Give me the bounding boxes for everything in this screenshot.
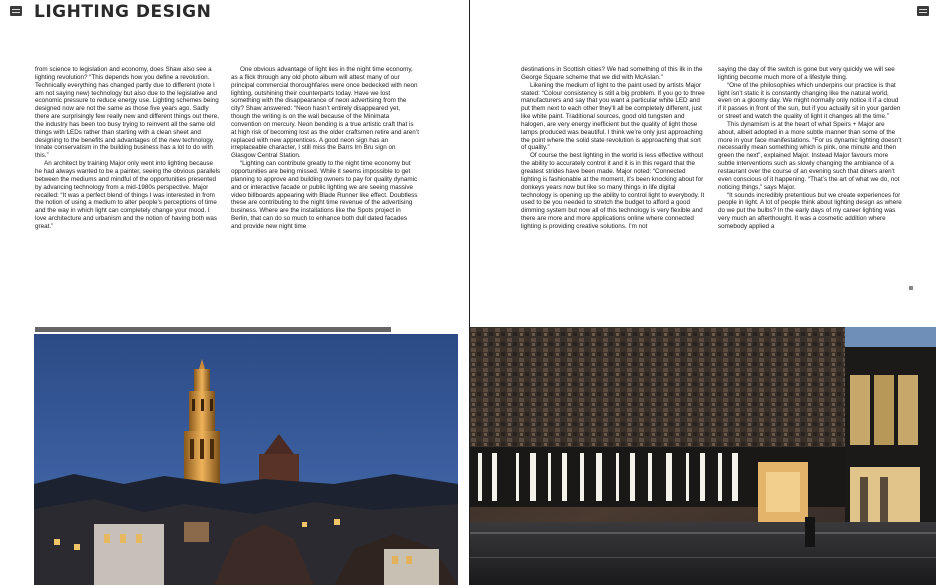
paragraph: destinations in Scottish cities? We had something of this ilk in the George Square scheme that we did with McAslan.” <box>521 66 703 81</box>
end-marker-icon <box>909 286 913 290</box>
paragraph: “It sounds incredibly pretentious but we create experiences for people in light. A lot of people think about lighting design as where do we put the bulbs? In the early days of my career lighting was very much an afterthought. It was a cosmetic addition where somebody applied a <box>718 191 902 230</box>
paragraph: from science to legislation and economy, does Shaw also see a lighting revolution? “This depends how you define a revolution. Technically everything has changed partly due to different (note I am not saying new) technology but also due to the legislative and economic pressure to reduce energy use. Lighting schemes being designed now are not the same as those five years ago. Sadly there are surprisingly few really new and different things out there, the industry has been too busy trying to reinvent all the same old things with LEDs rather than starting with a clean sheet and designing to the benefits and advantages of the new technology. Innate conservatism in the building business has a lot to do with this.” <box>35 66 219 160</box>
paragraph: Likening the medium of light to the paint used by artists Major stated: “Colour consistency is still a big problem. If you go to three manufacturers and say that you want a particular white LED and put them next to each other they’ll all be completely different, just like white paint. Traditional sources, good old tungsten and halogen, are very energy inefficient but the quality of light those lamps produced was beautiful. I think we’re only just approaching the point where the solid state revolution is approaching that sort of quality.” <box>521 81 705 152</box>
right-page <box>470 0 936 585</box>
article-column-4 <box>718 66 902 231</box>
photo-dusk-city-church-tower <box>34 334 458 585</box>
section-title: LIGHTING DESIGN <box>34 2 212 22</box>
paragraph: “Lighting can contribute greatly to the night time economy but opportunities are being missed. While it seems impossible to get planning to approve and building owners to pay for quality dynamic and or interactive facade or public lighting we are seeing massive video billboards appearing with Blade Runner like effect. Doubtless these are contributing to the night time revenue of the advertising business. Where are the installations like the Spots project in Berlin, that can do so much to enhance both dull dated facades and provide new night time <box>231 160 418 230</box>
paragraph: Of course the best lighting in the world is less effective without the ability to accurately control it and it is in this regard that the greatest strides have been made. Major noted: “Connected lighting is fashionable at the moment, it’s been knocking about for donkeys years now but like so many things in life digital technology is opening up the ability to control light to everybody. It used to be you needed to stretch the budget to afford a good dimming system but now all of this technology is very flexible and there are more and more applications online where connected lighting is providing creative solutions. I’m not <box>521 152 705 230</box>
paragraph: This dynamism is at the heart of what Speirs + Major are about, albeit adopted in a more subtle manner than some of the more in your face manifestations. “For us dynamic lighting doesn’t necessarily mean something which is pink, one minute and then green the next”, explained Major. Instead Major favours more subtle interventions such as slowly changing the ambiance of a restaurant over the course of an evening such that diners aren’t even conscious of it happening. “That’s the art of what we do, not noticing things,” says Major. <box>718 120 902 191</box>
article-column-2 <box>231 66 419 231</box>
photo-dusk-city-church-tower-image <box>34 334 458 585</box>
article-column-3 <box>521 66 705 231</box>
accent-bar <box>35 327 391 332</box>
paragraph: saying the day of the switch is gone but very quickly we will see lighting become much more of a lifestyle thing. <box>718 66 895 81</box>
paragraph: An architect by training Major only went into lighting because he had always wanted to be a painter, seeing the obvious parallels between the mediums and mindful of the opportunities presented by advancing technology from a mid-1980s perspective. Major recalled: “It was a perfect blend of things I was interested in from the notion of using a medium to alter people’s perceptions of time and the way in which light can completely change your mood. I love architecture and urbanism and the notion of having both was great.” <box>35 160 221 230</box>
section-menu-icon <box>10 6 22 16</box>
paragraph: “One of the philosophies which underpins our practice is that light isn’t static it is constantly changing like the natural world, even on a gloomy day. We might normally only notice it if a cloud if it passes in front of the sun, but if you actually sit in your garden or street and watch the quality of light it changes all the time.” <box>718 81 901 121</box>
article-column-1 <box>35 66 221 231</box>
photo-building-facade-lit-windows <box>470 327 936 585</box>
photo-building-facade-lit-windows-image <box>470 327 936 585</box>
section-menu-icon <box>917 6 929 16</box>
paragraph: One obvious advantage of light lies in the night time economy, as a flick through any old photo album will attest many of our principal commercial thoroughfares were once bedecked with neon lighting, outshining their counterparts today. Have we lost something with the disappearance of neon advertising from the city? Shaw answered: “Neon hasn’t entirely disappeared yet, though the writing is on the wall because of the Minimata convention on mercury. Neon bending is a true artistic craft that is at high risk of becoming lost as the older craftsmen retire and aren’t replaced with new apprentices. A good neon sign has an irreplaceable character, I still miss the Barrs Irn Bru sign on Glasgow Central Station. <box>231 66 419 160</box>
